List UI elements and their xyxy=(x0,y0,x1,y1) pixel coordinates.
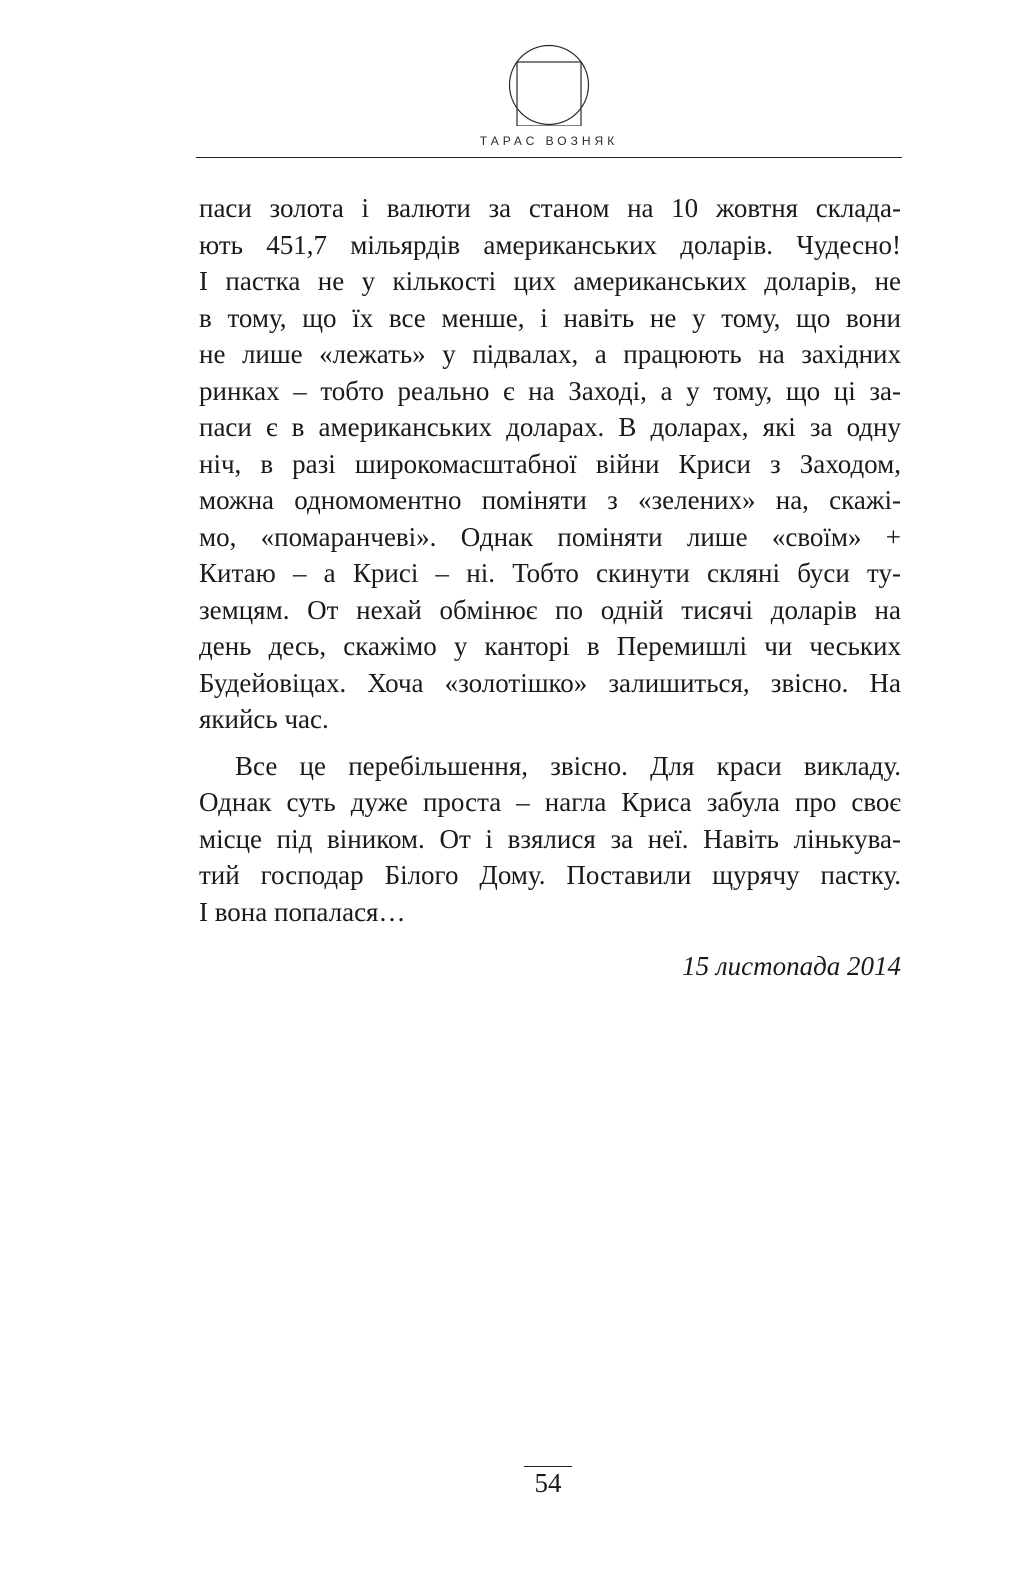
text-line: якийсь час. xyxy=(199,704,329,734)
text-line: місце під віником. От і взялися за неї. Навіть лінькува- xyxy=(199,823,901,854)
text-line: ють 451,7 мільярдів американських доларів. Чудесно! xyxy=(199,229,901,260)
text-line: в тому, що їх все менше, і навіть не у тому, що вони xyxy=(199,302,901,333)
body-text xyxy=(199,190,901,930)
text-line: паси золота і валюти за станом на 10 жовтня склада- xyxy=(199,193,901,223)
text-line: не лише «лежать» у підвалах, а працюють на західних xyxy=(199,339,901,369)
text-line: тий господар Білого Дому. Поставили щурячу пастку. xyxy=(199,860,901,890)
text-line: І пастка не у кількості цих американських доларів, не xyxy=(199,266,901,296)
text-line: ринках – тобто реально є на Заході, а у тому, що ці за- xyxy=(199,375,901,406)
paragraph xyxy=(199,190,901,738)
circle-square-logo-icon xyxy=(508,44,590,126)
page-number: 54 xyxy=(534,1468,562,1498)
header-rule xyxy=(196,157,902,158)
text-line: паси є в американських доларах. В доларах, які за одну xyxy=(199,412,901,442)
text-line: можна одномоментно поміняти з «зелених» на, скажі- xyxy=(199,485,901,515)
text-line: Китаю – а Крисі – ні. Тобто скинути скляні буси ту- xyxy=(199,558,901,588)
text-line: земцям. От нехай обмінює по одній тисячі доларів на xyxy=(199,594,901,625)
text-line: мо, «помаранчеві». Однак поміняти лише «своїм» + xyxy=(199,521,901,552)
text-line: Будейовіцах. Хоча «золотішко» залишиться, звісно. На xyxy=(199,667,901,698)
text-line: ніч, в разі широкомасштабної війни Криси з Заходом, xyxy=(199,448,901,479)
text-line: І вона попалася… xyxy=(199,896,406,927)
text-line: день десь, скажімо у канторі в Перемишлі чи чеських xyxy=(199,631,901,661)
running-head-author: ТАРАС ВОЗНЯК xyxy=(479,134,619,148)
date-signature: 15 листопада 2014 xyxy=(682,951,901,981)
text-line: Все це перебільшення, звісно. Для краси викладу. xyxy=(235,750,901,781)
paragraph xyxy=(199,748,901,931)
text-line: Однак суть дуже проста – нагла Криса забула про своє xyxy=(199,787,901,817)
